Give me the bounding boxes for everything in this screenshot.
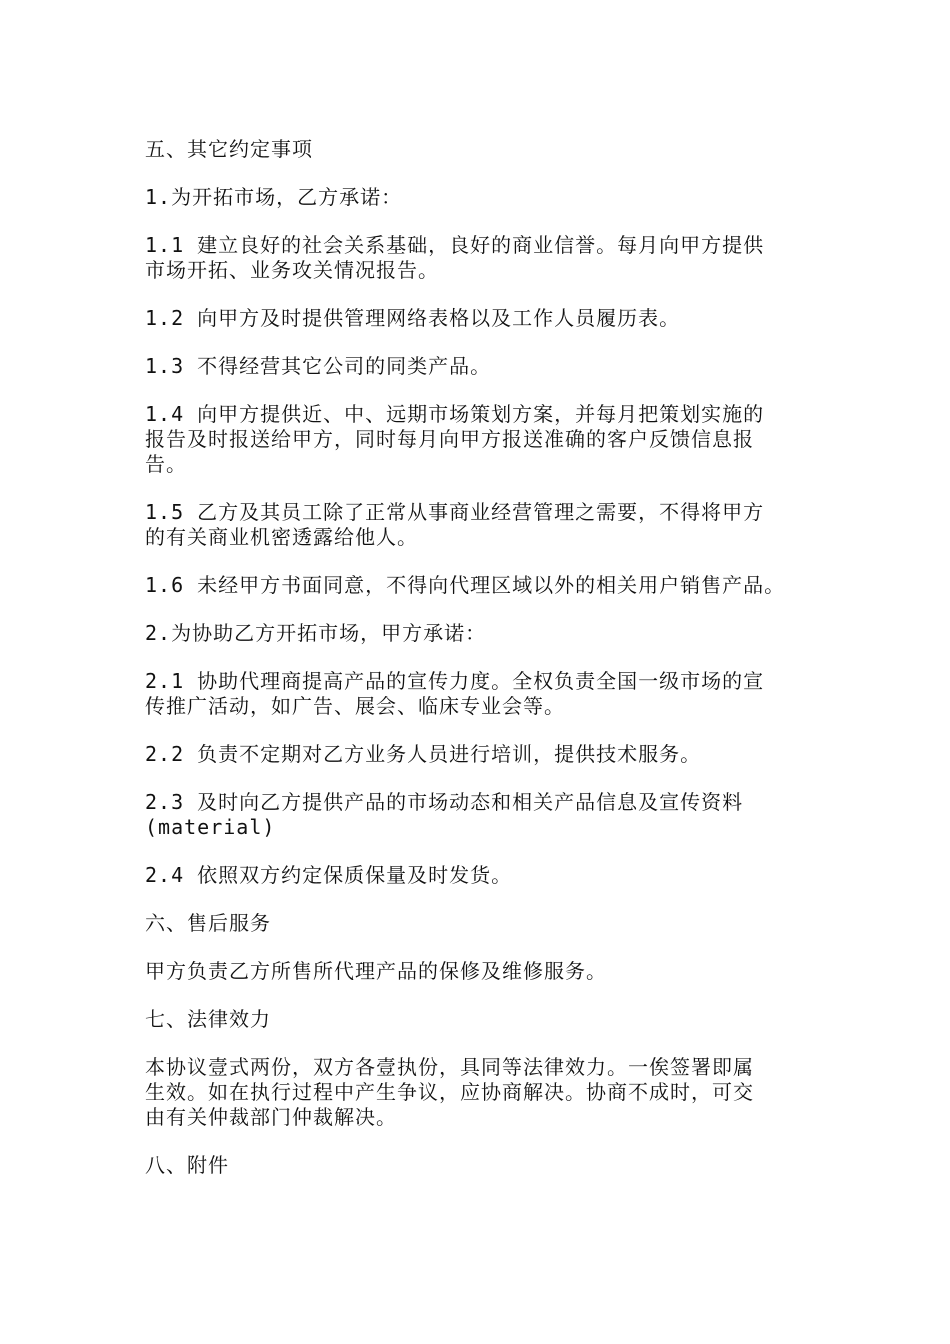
text-line: 1.4 向甲方提供近、中、远期市场策划方案，并每月把策划实施的 [145,402,765,426]
text-line: 生效。如在执行过程中产生争议，应协商解决。协商不成时，可交 [145,1080,754,1104]
text-line: 六、售后服务 [145,911,271,935]
text-line: 1.1 建立良好的社会关系基础，良好的商业信誉。每月向甲方提供 [145,233,765,257]
text-line: 由有关仲裁部门仲裁解决。 [145,1105,397,1129]
clause-1-5 [145,500,810,550]
after-sales-text [145,959,810,984]
clause-1-3 [145,354,810,379]
text-line: 传推广活动，如广告、展会、临床专业会等。 [145,694,565,718]
text-line: 2.为协助乙方开拓市场，甲方承诺： [145,621,487,645]
clause-2-2 [145,742,810,767]
section-heading-6 [145,911,810,936]
text-line: 1.为开拓市场，乙方承诺： [145,185,403,209]
text-line: 八、附件 [145,1153,229,1177]
text-line: 告。 [145,452,187,476]
clause-1-6 [145,573,810,598]
text-line: 甲方负责乙方所售所代理产品的保修及维修服务。 [145,959,607,983]
legal-effect-text [145,1055,810,1130]
text-line: 2.3 及时向乙方提供产品的市场动态和相关产品信息及宣传资料 [145,790,744,814]
clause-2-1 [145,669,810,719]
text-line: 五、其它约定事项 [145,137,313,161]
text-line: 1.2 向甲方及时提供管理网络表格以及工作人员履历表。 [145,306,681,330]
section-heading-5 [145,137,810,162]
text-line: (material) [145,815,276,839]
text-line: 1.3 不得经营其它公司的同类产品。 [145,354,492,378]
clause-2-3 [145,790,810,840]
clause-2-4 [145,863,810,888]
text-line: 2.1 协助代理商提高产品的宣传力度。全权负责全国一级市场的宣 [145,669,765,693]
text-line: 七、法律效力 [145,1007,271,1031]
text-line: 报告及时报送给甲方，同时每月向甲方报送准确的客户反馈信息报 [145,427,754,451]
text-line: 市场开拓、业务攻关情况报告。 [145,258,439,282]
clause-1-1 [145,233,810,283]
text-line: 本协议壹式两份，双方各壹执份，具同等法律效力。一俟签署即属 [145,1055,754,1079]
section-heading-7 [145,1007,810,1032]
section-heading-8 [145,1153,810,1178]
text-line: 1.5 乙方及其员工除了正常从事商业经营管理之需要，不得将甲方 [145,500,765,524]
text-line: 2.4 依照双方约定保质保量及时发货。 [145,863,513,887]
clause-1-2 [145,306,810,331]
clause-1-4 [145,402,810,477]
text-line: 2.2 负责不定期对乙方业务人员进行培训，提供技术服务。 [145,742,702,766]
clause-2-heading [145,621,810,646]
text-line: 的有关商业机密透露给他人。 [145,525,418,549]
document-page [145,137,810,1201]
text-line: 1.6 未经甲方书面同意，不得向代理区域以外的相关用户销售产品。 [145,573,786,597]
clause-1-heading [145,185,810,210]
